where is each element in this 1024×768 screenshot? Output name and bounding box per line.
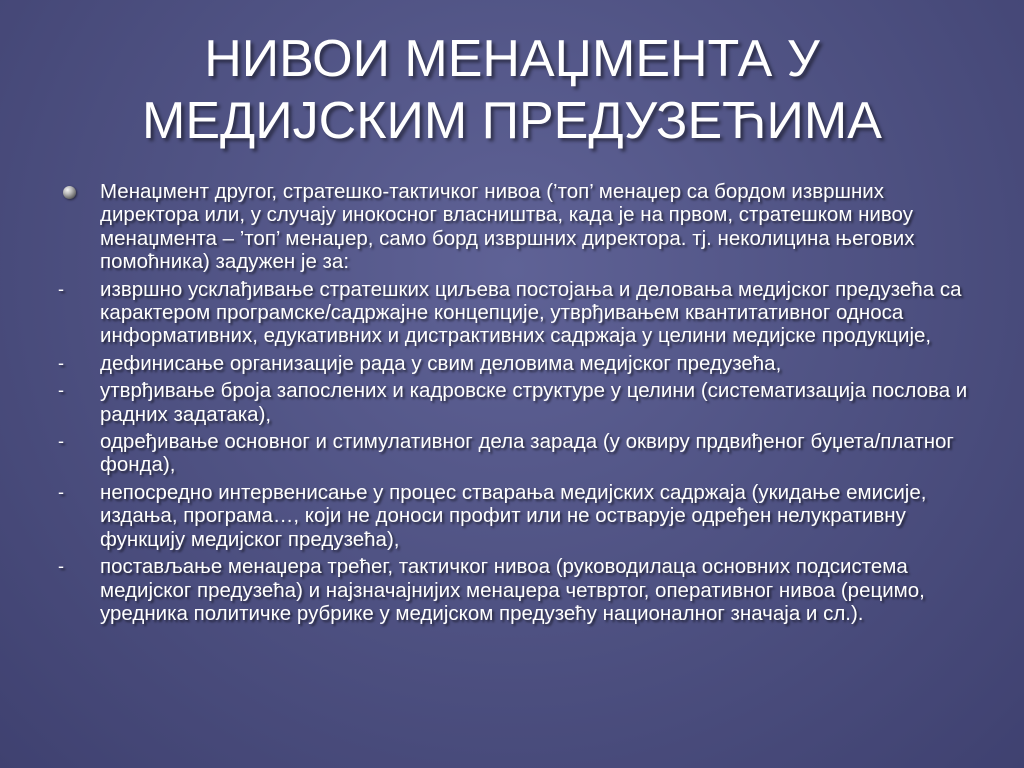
list-item-text: непосредно интервенисање у процес стварања медијских садржаја (укидање емисије, издања, програма…, који не доноси профит или не остварује одређен нелукративну функцију медијског предузећа), (100, 480, 927, 551)
slide-title-line-1: НИВОИ МЕНАЏМЕНТА У (204, 30, 820, 88)
dash-list-item (58, 352, 978, 375)
list-item-text: постављање менаџера трећег, тактичког нивоа (руководилаца основних подсистема медијског предузећа) и најзначајнијих менаџера четвртог, оперативног нивоа (рецимо, уредника политичке рубрике у медијском предузећу националног значаја и сл.). (100, 555, 925, 625)
intro-text: Менаџмент другог, стратешко-тактичког нивоа (’топ’ менаџер са бордом извршних директора или, у случају инокосног власништва, када је на првом, стратешком нивоу менаџмента – ’топ’ менаџер, само борд извршних директора. тј. неколицина његових помоћника) задужен је за: (100, 180, 915, 274)
slide-body (58, 180, 978, 629)
dash-bullet: - (58, 352, 64, 373)
dash-bullet: - (58, 380, 64, 401)
list-item-text: дефинисање организације рада у свим деловима медијског предузећа, (100, 351, 782, 375)
dash-bullet: - (58, 278, 64, 299)
list-item-text: одређивање основног и стимулативног дела зарада (у оквиру прдвиђеног буџета/платног фонда), (100, 430, 954, 477)
dash-list-item (58, 555, 978, 625)
dash-bullet: - (58, 481, 64, 502)
dash-list-item (58, 430, 978, 477)
slide-title-line-2: МЕДИЈСКИМ ПРЕДУЗЕЋИМА (142, 92, 882, 150)
dash-list-item (58, 379, 978, 426)
sphere-bullet-icon (63, 186, 76, 199)
dash-bullet: - (58, 556, 64, 577)
slide-title (40, 28, 984, 152)
list-item-text: утврђивање броја запослених и кадровске структуре у целини (систематизација послова и радних задатака), (100, 379, 968, 426)
intro-bullet-item (58, 180, 978, 274)
dash-list-item (58, 278, 978, 348)
dash-bullet: - (58, 431, 64, 452)
list-item-text: извршно усклађивање стратешких циљева постојања и деловања медијског предузећа са карактером програмске/садржајне концепције, утврђивањем квантитативног односа информативних, едукативних и дистрактивних садржаја у целини медијске продукције, (100, 277, 962, 348)
dash-list-item (58, 481, 978, 551)
